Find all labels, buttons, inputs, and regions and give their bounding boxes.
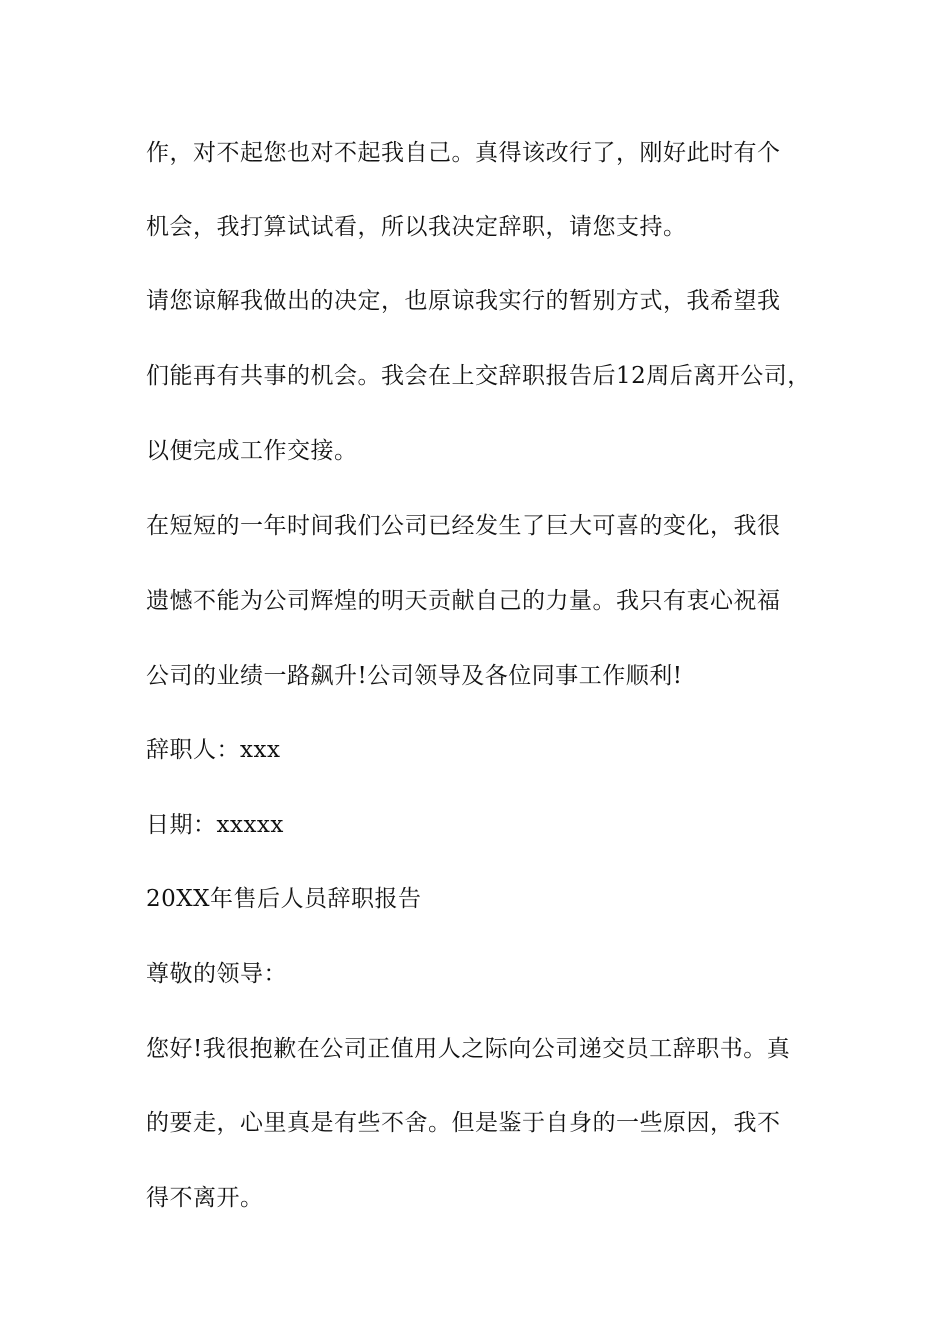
section-title: 20XX年售后人员辞职报告	[146, 886, 422, 912]
text-line: 以便完成工作交接。	[146, 438, 358, 464]
signatory-line: 辞职人：xxx	[146, 737, 281, 763]
text-line: 们能再有共事的机会。我会在上交辞职报告后12周后离开公司，	[146, 363, 811, 389]
date-line: 日期：xxxxx	[146, 812, 284, 838]
text-line: 的要走，心里真是有些不舍。但是鉴于自身的一些原因，我不	[146, 1110, 781, 1136]
text-line: 您好!我很抱歉在公司正值用人之际向公司递交员工辞职书。真	[146, 1036, 791, 1062]
text-line: 机会，我打算试试看，所以我决定辞职，请您支持。	[146, 214, 687, 240]
text-line: 在短短的一年时间我们公司已经发生了巨大可喜的变化，我很	[146, 513, 781, 539]
text-line: 遗憾不能为公司辉煌的明天贡献自己的力量。我只有衷心祝福	[146, 588, 781, 614]
salutation: 尊敬的领导：	[146, 961, 287, 987]
text-line: 得不离开。	[146, 1185, 264, 1211]
text-line: 请您谅解我做出的决定，也原谅我实行的暂别方式，我希望我	[146, 288, 781, 314]
text-line: 作，对不起您也对不起我自己。真得该改行了，刚好此时有个	[146, 140, 781, 166]
text-line: 公司的业绩一路飙升!公司领导及各位同事工作顺利!	[146, 663, 683, 689]
